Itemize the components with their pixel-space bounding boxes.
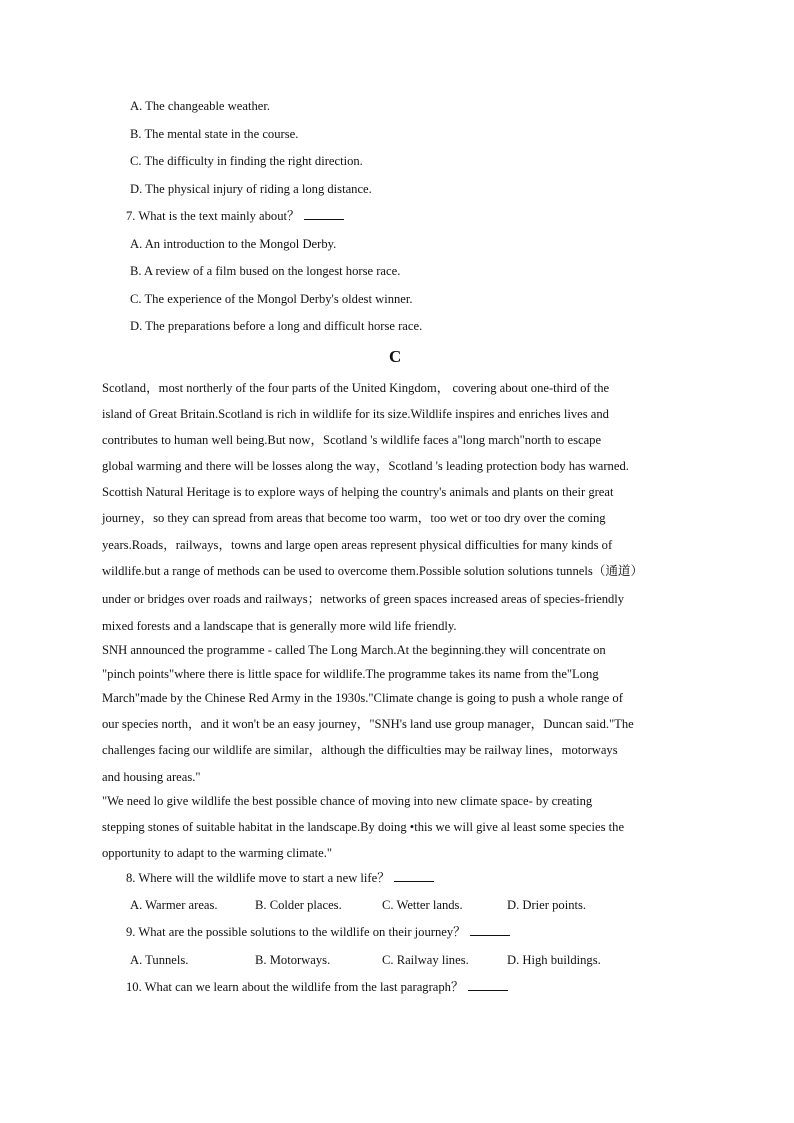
q9-option-d: D. High buildings. bbox=[507, 953, 601, 967]
q8-stem bbox=[126, 870, 434, 886]
q7-option-c: C. The experience of the Mongol Derby's oldest winner. bbox=[130, 292, 413, 306]
answer-blank[interactable] bbox=[468, 979, 508, 991]
passage-line: March"made by the Chinese Red Army in the 1930s."Climate change is going to push a whole range of bbox=[102, 691, 623, 705]
passage-line: and housing areas." bbox=[102, 770, 201, 784]
q10-stem bbox=[126, 979, 508, 995]
q7-stem bbox=[126, 208, 344, 224]
q8-option-d: D. Drier points. bbox=[507, 898, 587, 912]
passage-line: island of Great Britain.Scotland is rich in wildlife for its size.Wildlife inspires and enriches lives and bbox=[102, 407, 609, 421]
passage-line: opportunity to adapt to the warming climate." bbox=[102, 846, 333, 860]
q7-option-a: A. An introduction to the Mongol Derby. bbox=[130, 237, 337, 251]
q6-option-a: A. The changeable weather. bbox=[130, 99, 270, 113]
q7-option-b: B. A review of a film bused on the longest horse race. bbox=[130, 264, 401, 278]
passage-line: Scotland，most northerly of the four parts of the United Kingdom， covering about one-third of the bbox=[102, 381, 610, 395]
answer-blank[interactable] bbox=[394, 870, 434, 882]
q6-option-b: B. The mental state in the course. bbox=[130, 127, 299, 141]
q9-option-a: A. Tunnels. bbox=[130, 953, 189, 967]
q8-stem-text: 8. Where will the wildlife move to start a new life？ bbox=[126, 871, 390, 885]
q8-option-b: B. Colder places. bbox=[255, 898, 342, 912]
passage-line: under or bridges over roads and railways；networks of green spaces increased areas of species-friendly bbox=[102, 592, 625, 606]
passage-line: "We need lo give wildlife the best possible chance of moving into new climate space- by creating bbox=[102, 794, 593, 808]
q9-stem bbox=[126, 924, 510, 940]
section-heading: C bbox=[389, 347, 402, 366]
passage-line: global warming and there will be losses along the way，Scotland 's leading protection body has warned. bbox=[102, 459, 629, 473]
passage-line: Scottish Natural Heritage is to explore ways of helping the country's animals and plants on their great bbox=[102, 485, 614, 499]
passage-line: SNH announced the programme - called The Long March.At the beginning.they will concentrate on bbox=[102, 643, 606, 657]
q9-stem-text: 9. What are the possible solutions to the wildlife on their journey？ bbox=[126, 925, 466, 939]
q9-option-b: B. Motorways. bbox=[255, 953, 331, 967]
q7-option-d: D. The preparations before a long and difficult horse race. bbox=[130, 319, 423, 333]
q6-option-d: D. The physical injury of riding a long distance. bbox=[130, 182, 372, 196]
answer-blank[interactable] bbox=[470, 924, 510, 936]
passage-line: "pinch points"where there is little space for wildlife.The programme takes its name from the"Long bbox=[102, 667, 599, 681]
passage-line: challenges facing our wildlife are similar，although the difficulties may be railway lines，motorways bbox=[102, 743, 618, 757]
q6-option-c: C. The difficulty in finding the right direction. bbox=[130, 154, 363, 168]
q7-stem-text: 7. What is the text mainly about？ bbox=[126, 209, 300, 223]
answer-blank[interactable] bbox=[304, 208, 344, 220]
passage-line: mixed forests and a landscape that is generally more wild life friendly. bbox=[102, 619, 457, 633]
passage-line: wildlife.but a range of methods can be used to overcome them.Possible solution solutions tunnels（通道） bbox=[102, 564, 644, 578]
passage-line: years.Roads，railways，towns and large open areas represent physical difficulties for many kinds of bbox=[102, 538, 613, 552]
q10-stem-text: 10. What can we learn about the wildlife from the last paragraph？ bbox=[126, 980, 464, 994]
passage-line: contributes to human well being.But now，Scotland 's wildlife faces a"long march"north to escape bbox=[102, 433, 602, 447]
q9-option-c: C. Railway lines. bbox=[382, 953, 469, 967]
passage-line: stepping stones of suitable habitat in the landscape.By doing •this we will give al least some species the bbox=[102, 820, 625, 834]
passage-line: our species north，and it won't be an easy journey，"SNH's land use group manager，Duncan said."The bbox=[102, 717, 634, 731]
q8-option-c: C. Wetter lands. bbox=[382, 898, 463, 912]
q8-option-a: A. Warmer areas. bbox=[130, 898, 218, 912]
passage-line: journey，so they can spread from areas that become too warm，too wet or too dry over the coming bbox=[102, 511, 606, 525]
